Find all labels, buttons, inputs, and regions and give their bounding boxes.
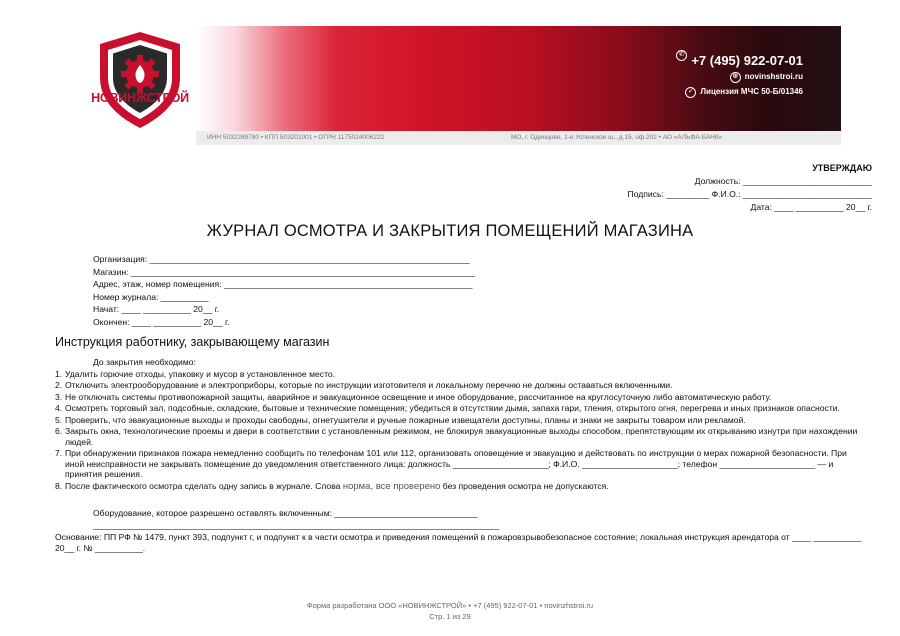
field-finished: Окончен: ____ __________ 20__ г. [93, 316, 230, 327]
header-phone: ✆ +7 (495) 922-07-01 [676, 53, 803, 68]
approval-title: УТВЕРЖДАЮ [812, 163, 872, 173]
equipment-line: Оборудование, которое разрешено оставлять включенным: ______________________________ [93, 508, 478, 518]
list-item: 6. Закрыть окна, технологические проемы и двери в соответствии с установленным режимом, не блокируя эвакуационные выходы способом, препятствующим их открыванию изнутри при нахождении людей. [55, 425, 858, 447]
logo-wordmark: НОВИНЖСТРОЙ [91, 91, 189, 105]
gear-flame-icon [121, 55, 159, 93]
approval-block [582, 162, 872, 214]
list-item: 7. При обнаружении признаков пожара немедленно сообщить по телефонам 101 или 112, организовать оповещение и эвакуацию и действовать по инструкции о мерах пожарной безопасности. При иной неисправности не закрывать помещение до уведомления ответственного лица: должность ____________________; Ф.И.О. ____________________; телефон ____________________ — и принятия решения. [55, 447, 847, 480]
legal-basis: Основание: ПП РФ № 1479, пункт 393, подпункт г, и подпункт к в части осмотра и приведения помещений в пожаровзрывобезопасное состояние; локальная инструкция арендатора от ____ __________ 20__ г. № __________. [55, 532, 862, 553]
company-logo [90, 30, 190, 130]
field-store: Магазин: ________________________________________________________________________ [93, 266, 476, 277]
requisites-right: МО, г. Одинцово, 1-е Успенское ш., д.15, оф.202 • АО «АЛЬФА-БАНК» [511, 134, 723, 141]
approval-signature-line: Подпись: _________ Ф.И.О.: ___________________________ [627, 189, 872, 199]
list-item: 2. Отключить электрооборудование и электроприборы, которые по инструкции изготовителя и локальному перечню не должны оставаться включенными. [55, 380, 673, 391]
header-banner [196, 26, 841, 131]
list-item: 5. Проверить, что эвакуационные выходы и проходы свободны, огнетушители и ручные пожарные извещатели доступны, планы и знаки не закрыты товаром или рекламой. [55, 414, 746, 425]
globe-icon: ⊕ [730, 72, 741, 83]
page-footer [0, 600, 900, 622]
page-number: Стр. 1 из 29 [429, 612, 471, 621]
highlighted-phrase: норма, все проверено [342, 480, 441, 492]
field-started: Начат: ____ __________ 20__ г. [93, 304, 220, 315]
equipment-block [93, 507, 499, 531]
approval-position-line: Должность: ___________________________ [694, 176, 872, 186]
shield-logo-icon [96, 30, 184, 130]
header-license: ✓ Лицензия МЧС 50-Б/01346 [685, 87, 803, 98]
requisites-left: ИНН 5032269780 • КПП 503201001 • ОГРН 1175024006222 [207, 134, 385, 141]
equipment-blank-line: _____________________________________________________________________________________ [93, 520, 500, 530]
list-item: 3. Не отключать системы противопожарной защиты, аварийное и эвакуационное освещение и иное оборудование, рассчитанное на круглосуточную либо автоматическую работу. [55, 391, 772, 402]
requisites-bar [196, 131, 841, 145]
instruction-intro: До закрытия необходимо: [93, 357, 196, 367]
field-address: Адрес, этаж, номер помещения: ____________________________________________________ [93, 279, 473, 290]
list-item: 4. Осмотреть торговый зал, подсобные, складские, бытовые и технические помещения; убедиться в отсутствии дыма, запаха гари, тления, открытого огня, перегрева и иных признаков опасности. [55, 403, 840, 414]
journal-fields [93, 253, 475, 329]
document-title: ЖУРНАЛ ОСМОТРА И ЗАКРЫТИЯ ПОМЕЩЕНИЙ МАГАЗИНА [206, 222, 694, 240]
approval-date-line: Дата: ____ __________ 20__ г. [750, 202, 872, 212]
field-organization: Организация: ___________________________________________________________________ [93, 254, 470, 264]
header-website: ⊕ novinshstroi.ru [730, 72, 803, 83]
phone-icon: ✆ [676, 50, 687, 61]
list-item: 8. После фактического осмотра сделать одну запись в журнале. Слова норма, все проверено без проведения осмотра не допускаются. [55, 480, 609, 492]
list-item: 1. Удалить горючие отходы, упаковку и мусор в установленное место. [55, 369, 336, 379]
instruction-title: Инструкция работнику, закрывающему магазин [55, 335, 330, 349]
footer-credits: Форма разработана ООО «НОВИНЖСТРОЙ» • +7 (495) 922-07-01 • novinzhstroi.ru [306, 601, 594, 610]
field-journal-number: Номер журнала: __________ [93, 291, 209, 302]
license-icon: ✓ [685, 87, 696, 98]
instruction-list [55, 369, 865, 493]
